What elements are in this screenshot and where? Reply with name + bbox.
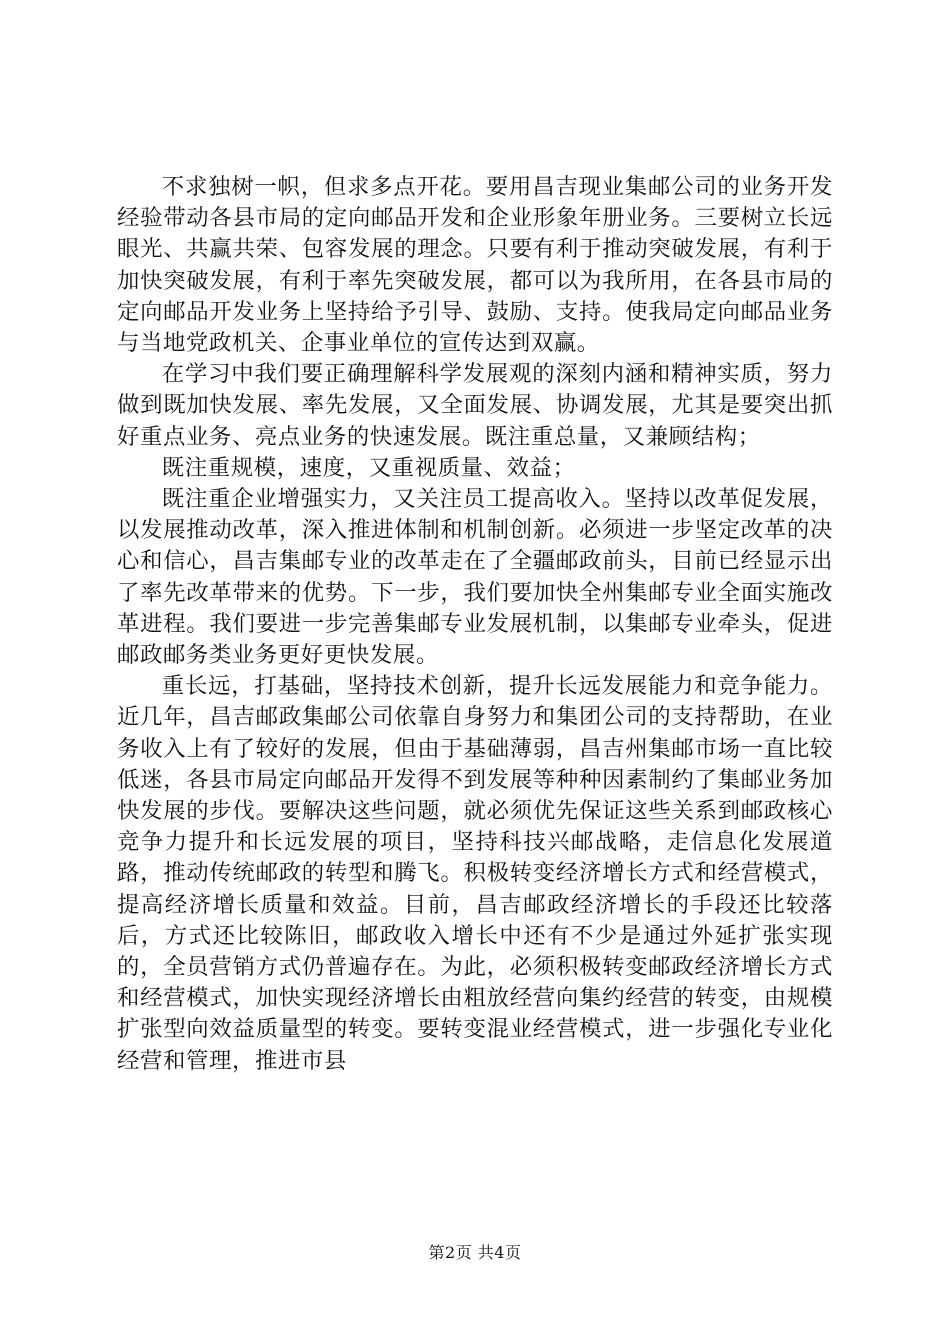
paragraph-4: 既注重企业增强实力，又关注员工提高收入。坚持以改革促发展，以发展推动改革，深入推进体制和机制创新。必须进一步坚定改革的决心和信心，昌吉集邮专业的改革走在了全疆邮政前头，目前已经显示出了率先改革带来的优势。下一步，我们要加快全州集邮专业全面实施改革进程。我们要进一步完善集邮专业发展机制，以集邮专业牵头，促进邮政邮务类业务更好更快发展。 <box>117 486 833 669</box>
document-body <box>117 172 833 1077</box>
paragraph-2: 在学习中我们要正确理解科学发展观的深刻内涵和精神实质，努力做到既加快发展、率先发展，又全面发展、协调发展，尤其是要突出抓好重点业务、亮点业务的快速发展。既注重总量，又兼顾结构； <box>117 361 833 450</box>
page-footer: 第2页 共4页 <box>428 1243 522 1262</box>
paragraph-5: 重长远，打基础，坚持技术创新，提升长远发展能力和竞争能力。近几年，昌吉邮政集邮公司依靠自身努力和集团公司的支持帮助，在业务收入上有了较好的发展，但由于基础薄弱，昌吉州集邮市场一直比较低迷，各县市局定向邮品开发得不到发展等种种因素制约了集邮业务加快发展的步伐。要解决这些问题，就必须优先保证这些关系到邮政核心竞争力提升和长远发展的项目，坚持科技兴邮战略，走信息化发展道路，推动传统邮政的转型和腾飞。积极转变经济增长方式和经营模式，提高经济增长质量和效益。目前，昌吉邮政经济增长的手段还比较落后，方式还比较陈旧，邮政收入增长中还有不少是通过外延扩张实现的，全员营销方式仍普遍存在。为此，必须积极转变邮政经济增长方式和经营模式，加快实现经济增长由粗放经营向集约经营的转变，由规模扩张型向效益质量型的转变。要转变混业经营模式，进一步强化专业化经营和管理，推进市县 <box>117 673 833 1074</box>
paragraph-1: 不求独树一帜，但求多点开花。要用昌吉现业集邮公司的业务开发经验带动各县市局的定向邮品开发和企业形象年册业务。三要树立长远眼光、共赢共荣、包容发展的理念。只要有利于推动突破发展，有利于加快突破发展，有利于率先突破发展，都可以为我所用，在各县市局的定向邮品开发业务上坚持给予引导、鼓励、支持。使我局定向邮品业务与当地党政机关、企事业单位的宣传达到双赢。 <box>117 174 833 357</box>
paragraph-3: 既注重规模，速度，又重视质量、效益； <box>161 454 576 481</box>
